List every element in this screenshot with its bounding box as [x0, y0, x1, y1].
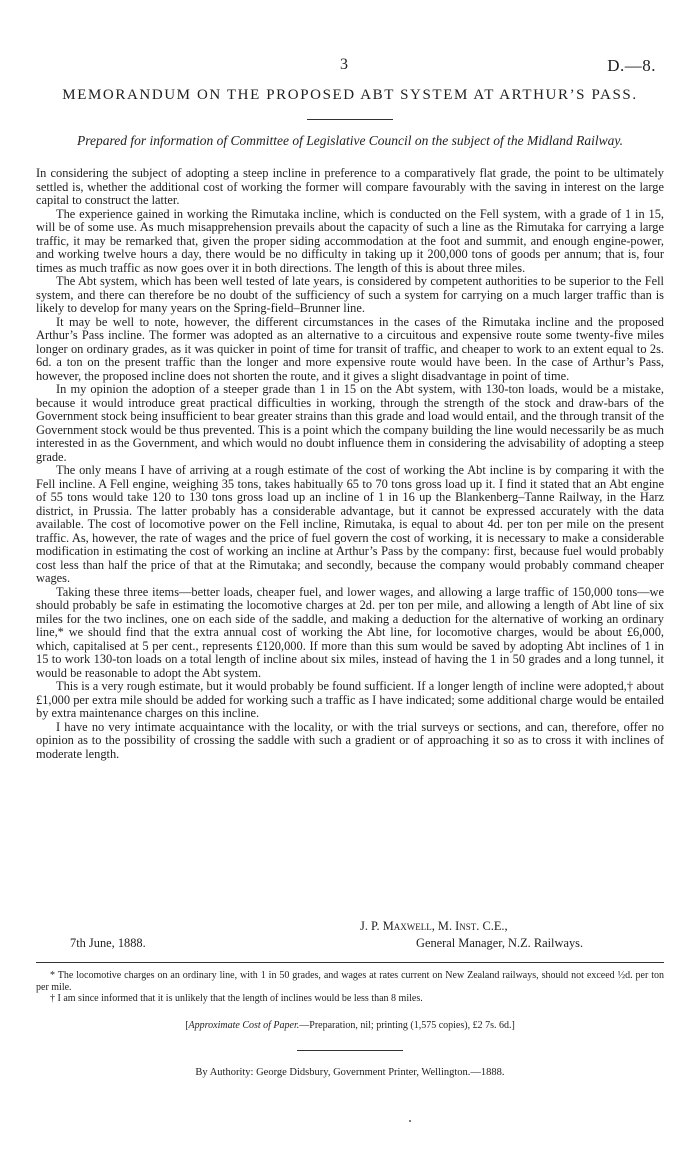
paragraph: In considering the subject of adopting a steep incline in preference to a comparatively flat grade, the point to be ultimately settled is, whether the additional cost of working the former will compare favourably with the saving in interest on the large capital to construct the latter.	[36, 166, 664, 207]
paragraph: This is a very rough estimate, but it would probably be found sufficient. If a longer length of incline were adopted,† about £1,000 per extra mile should be added for working such a traffic as I have indicated; some additional charge would be entailed by extra maintenance charges on this incline.	[36, 679, 664, 720]
cost-note-text: —Preparation, nil; printing (1,575 copies), £2 7s. 6d.]	[299, 1020, 515, 1031]
memorandum-subtitle: Prepared for information of Committee of Legislative Council on the subject of the Midland Railway.	[76, 133, 624, 148]
stray-mark	[409, 1120, 411, 1122]
cost-of-paper-note: [Approximate Cost of Paper.—Preparation, nil; printing (1,575 copies), £2 7s. 6d.]	[185, 1020, 515, 1031]
cost-note-label: Approximate Cost of Paper.	[188, 1020, 300, 1031]
signatory-name: J. P. Maxwell, M. Inst. C.E.,	[360, 919, 508, 933]
footnotes	[36, 970, 664, 1005]
paragraph: I have no very intimate acquaintance with the locality, or with the trial surveys or sections, and can, therefore, offer no opinion as to the possibility of crossing the saddle with such a gradient or of approaching it so as to cross it with inclines of moderate length.	[36, 719, 664, 761]
paragraph: In my opinion the adoption of a steeper grade than 1 in 15 on the Abt system, with 130-ton loads, would be a mistake, because it would introduce great practical difficulties in working, through the strength of the stock and draw-bars of the Government stock being insufficient to bear greater strains than this grade and load would entail, and the through transit of the Government stock would be thus prevented. This is a point which the company building the line would necessarily be as much interested in as the Government, and which would no doubt influence them in considering the advisability of adopting a steep grade.	[36, 382, 664, 464]
footnote: † I am since informed that it is unlikely that the length of inclines would be less than 8 miles.	[50, 993, 423, 1004]
paragraph: The experience gained in working the Rimutaka incline, which is conducted on the Fell system, with a grade of 1 in 15, will be of some use. As much misapprehension prevails about the capacity of such a line as the Rimutaka for carrying a large traffic, it may be remarked that, given the proper siding accommodation at the foot and summit, and enough engine-power, and working twelve hours a day, there would be no difficulty in taking up it 200,000 tons of goods per annum; that is, four times as much traffic as now goes over it in both directions. The length of this is about three miles.	[36, 206, 664, 275]
printer-imprint: By Authority: George Didsbury, Government Printer, Wellington.—1888.	[195, 1067, 505, 1078]
footnote: * The locomotive charges on an ordinary line, with 1 in 50 grades, and wages at rates current on New Zealand railways, should not exceed ½d. per ton per mile.	[36, 970, 664, 993]
title-rule	[307, 119, 393, 120]
paragraph: The only means I have of arriving at a rough estimate of the cost of working the Abt incline is by comparing it with the Fell incline. A Fell engine, weighing 35 tons, takes habitually 65 to 70 tons gross load up it. I find it stated that an Abt engine of 55 tons would take 120 to 130 tons gross load up an incline of 1 in 16 up the Blankenberg–Tanne Railway, in the Harz district, in Prussia. The latter probably has a considerable advantage, but it cannot be expressed accurately with the data available. The cost of locomotive power on the Fell incline, Rimutaka, is equal to about 4d. per ton per mile on the present traffic. As, however, the rate of wages and the price of fuel govern the cost of working, it is necessary to make a considerable modification in estimating the cost of working an incline at Arthur’s Pass by the company: first, because fuel would probably cost less than half the price of that at the Rimutaka; and secondly, because the company would probably command cheaper wages.	[36, 463, 664, 585]
memorandum-body	[36, 167, 664, 761]
paragraph: Taking these three items—better loads, cheaper fuel, and lower wages, and allowing a large traffic of 150,000 tons—we should probably be safe in estimating the locomotive charges at 2d. per ton per mile, and allowing a length of Abt line of six miles for the two inclines, one on each side of the saddle, and making a deduction for the alternative of working an ordinary line,* we should find that the extra annual cost of working the Abt line, for locomotive charges, would be about £6,000, which, capitalised at 5 per cent., represents £120,000. If more than this sum would be saved by adopting Abt inclines of 1 in 15 to work 130-ton loads on a total length of incline about six miles, instead of having the 1 in 50 grades and a long tunnel, it would be reasonable to adopt the Abt system.	[36, 584, 664, 680]
paper-code: D.—8.	[607, 56, 656, 75]
paragraph: The Abt system, which has been well tested of late years, is considered by competent authorities to be superior to the Fell system, and there can therefore be no doubt of the sufficiency of such a system for carrying on a much larger traffic than is likely to develop for many years on the Spring-field–Brunner line.	[36, 274, 664, 315]
page-number: 3	[340, 56, 348, 73]
imprint-rule	[297, 1050, 403, 1051]
paragraph: It may be well to note, however, the different circumstances in the cases of the Rimutaka incline and the proposed Arthur’s Pass incline. The former was adopted as an alternative to a circuitous and expensive route some twenty-five miles longer on ordinary grades, as it was quicker in point of time for transit of traffic, and cheaper to work to an extent equal to 2s. 6d. a ton on the present traffic than the longer and more expensive route would have been. In the case of Arthur’s Pass, however, the proposed incline does not shorten the route, and it gives a slight disadvantage in point of time.	[36, 314, 664, 383]
footnote-rule	[36, 962, 664, 963]
signatory-role: General Manager, N.Z. Railways.	[416, 936, 584, 950]
memorandum-date: 7th June, 1888.	[70, 936, 146, 950]
memorandum-title: MEMORANDUM ON THE PROPOSED ABT SYSTEM AT ARTHUR’S PASS.	[62, 87, 638, 103]
